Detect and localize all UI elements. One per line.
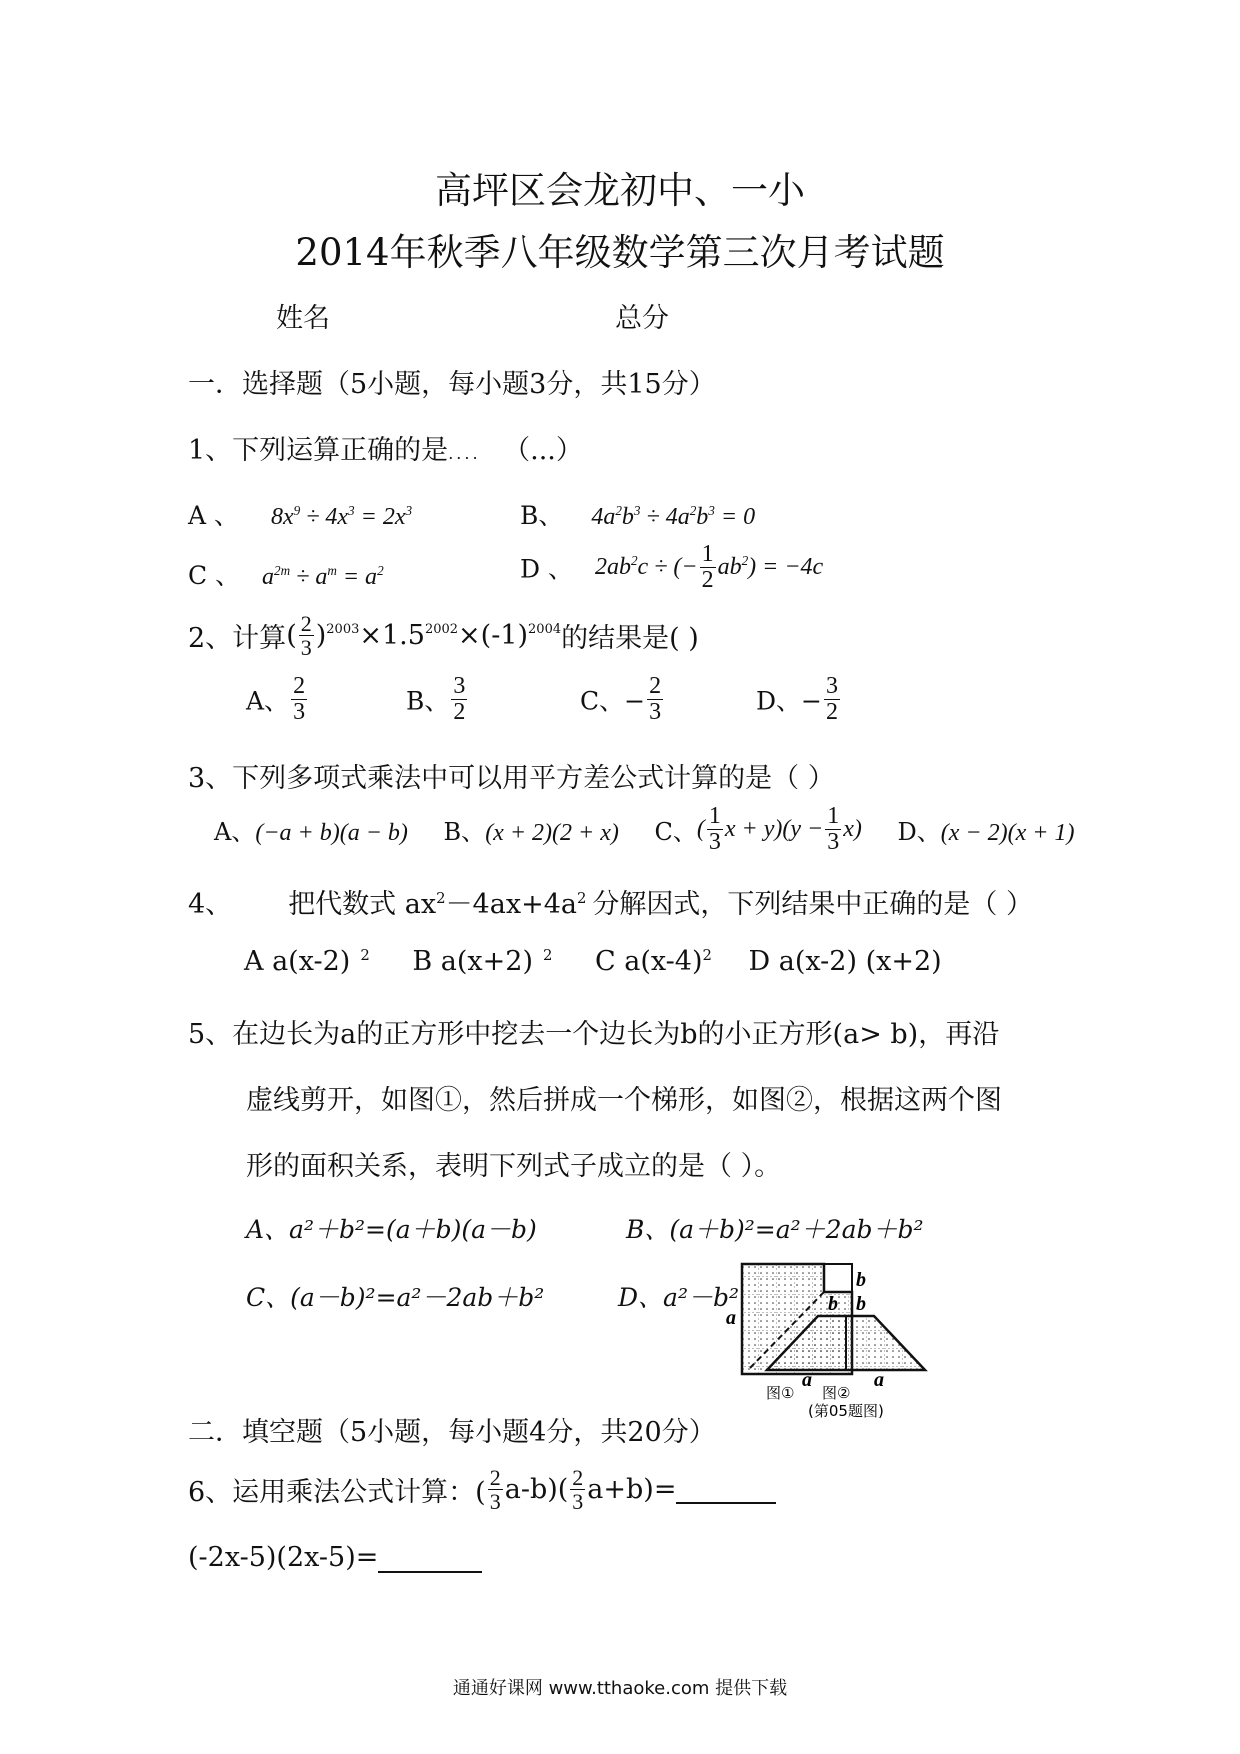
q1-option-a: A 、 $8x^9 \div 4x^3 = 2x^3$ (188, 501, 413, 530)
q6-answer-blank-1[interactable] (676, 1476, 776, 1504)
fig1-var-b: b (856, 1269, 866, 1291)
section2-heading: 二．填空题（5小题，每小题4分，共20分） (188, 1417, 716, 1448)
q3-option-a: A、(−a + b)(a − b) (214, 818, 408, 847)
fig1-var-a: a (726, 1307, 736, 1329)
exam-school-title: 高坪区会龙初中、一小 (435, 169, 805, 212)
fig-caption: (第05题图) (808, 1402, 884, 1418)
q2-option-d: D、− $\frac{3}{2}$ (756, 673, 838, 726)
q5-option-c: C、(a－b)²=a²－2ab＋b² (246, 1283, 545, 1312)
q6-answer-blank-2[interactable] (378, 1545, 482, 1573)
score-label: 总分 (615, 303, 669, 334)
fig1-label: 图① (766, 1384, 795, 1402)
q4-option-c: C $a(x-4)^2$ (595, 946, 712, 977)
q5-line1: 5、在边长为a的正方形中挖去一个边长为b的小正方形(a> b)，再沿 (188, 1019, 1000, 1050)
q3-option-b: B、(x + 2)(2 + x) (443, 818, 619, 847)
q4-option-d: D a(x-2) (x+2) (748, 946, 942, 977)
q3-option-d: D、(x − 2)(x + 1) (897, 818, 1075, 847)
q3-options (214, 804, 1074, 855)
q6-line1: 6、运用乘法公式计算：( $\frac{2}{3}$ a-b)( $\frac{2}{3}$ a+b)= (188, 1466, 776, 1513)
q5-line2: 虚线剪开，如图①，然后拼成一个梯形，如图②，根据这两个图 (246, 1085, 1002, 1116)
fig2-var-b-left: b (828, 1293, 838, 1315)
section1-heading: 一．选择题（5小题，每小题3分，共15分） (188, 369, 716, 400)
q3-option-c: C、( $\frac{1}{3}$ x + y)(y − $\frac{1}{3}$ x) (654, 803, 862, 856)
q4-options (244, 946, 942, 977)
q5-option-d: D、a²－b² (618, 1283, 739, 1312)
fig2-var-b-right: b (856, 1293, 866, 1315)
q2-stem: 2、计算( $\frac{2}{3}$ )$^{2003}\times 1.5^{2002}\times(-1)^{2004}$的结果是( ) (188, 611, 699, 661)
fig2-label: 图② (822, 1384, 851, 1402)
q1-stem: 1、下列运算正确的是.... （...） (188, 435, 583, 466)
q2-option-a: A、 $\frac{2}{3}$ (246, 673, 306, 726)
q2-option-c: C、− $\frac{2}{3}$ (580, 673, 662, 726)
q6-line2: (-2x-5)(2x-5)= (188, 1542, 482, 1573)
q1-paren: （...） (503, 435, 583, 466)
fig2-var-a-left: a (802, 1369, 812, 1391)
exam-title: 2014年秋季八年级数学第三次月考试题 (295, 231, 945, 274)
q4-option-a: A a(x-2) $^2$ (244, 946, 370, 977)
name-label: 姓名 (276, 303, 330, 334)
q5-option-b: B、(a＋b)²=a²＋2ab＋b² (626, 1215, 924, 1244)
q1-option-c: C 、 $a^{2m} \div a^m = a^2$ (188, 561, 384, 590)
q2-option-b: B、 $\frac{3}{2}$ (406, 673, 466, 726)
q5-figure (722, 1258, 1042, 1418)
q1-option-d: D 、 $2ab^2c$ ÷ (− $\frac{1}{2}$ $ab^2) = -4c$ (520, 541, 824, 594)
q5-line3: 形的面积关系，表明下列式子成立的是（ ）。 (246, 1151, 782, 1182)
q4-stem: 4、 把代数式 $ax^2-4ax+4a^2$ 分解因式，下列结果中正确的是（ ） (188, 889, 1034, 920)
q1-dots: .... (448, 444, 481, 463)
page-footer: 通通好课网 www.tthaoke.com 提供下载 (452, 1678, 788, 1699)
q1-option-b: B、 $4a^2b^3 \div 4a^2b^3 = 0$ (520, 501, 756, 530)
fig2-var-a-right: a (874, 1369, 884, 1391)
q5-option-a: A、a²＋b²=(a＋b)(a－b) (246, 1215, 537, 1244)
q3-stem: 3、下列多项式乘法中可以用平方差公式计算的是（ ） (188, 763, 835, 794)
q4-option-b: B a(x+2) $^2$ (412, 946, 553, 977)
